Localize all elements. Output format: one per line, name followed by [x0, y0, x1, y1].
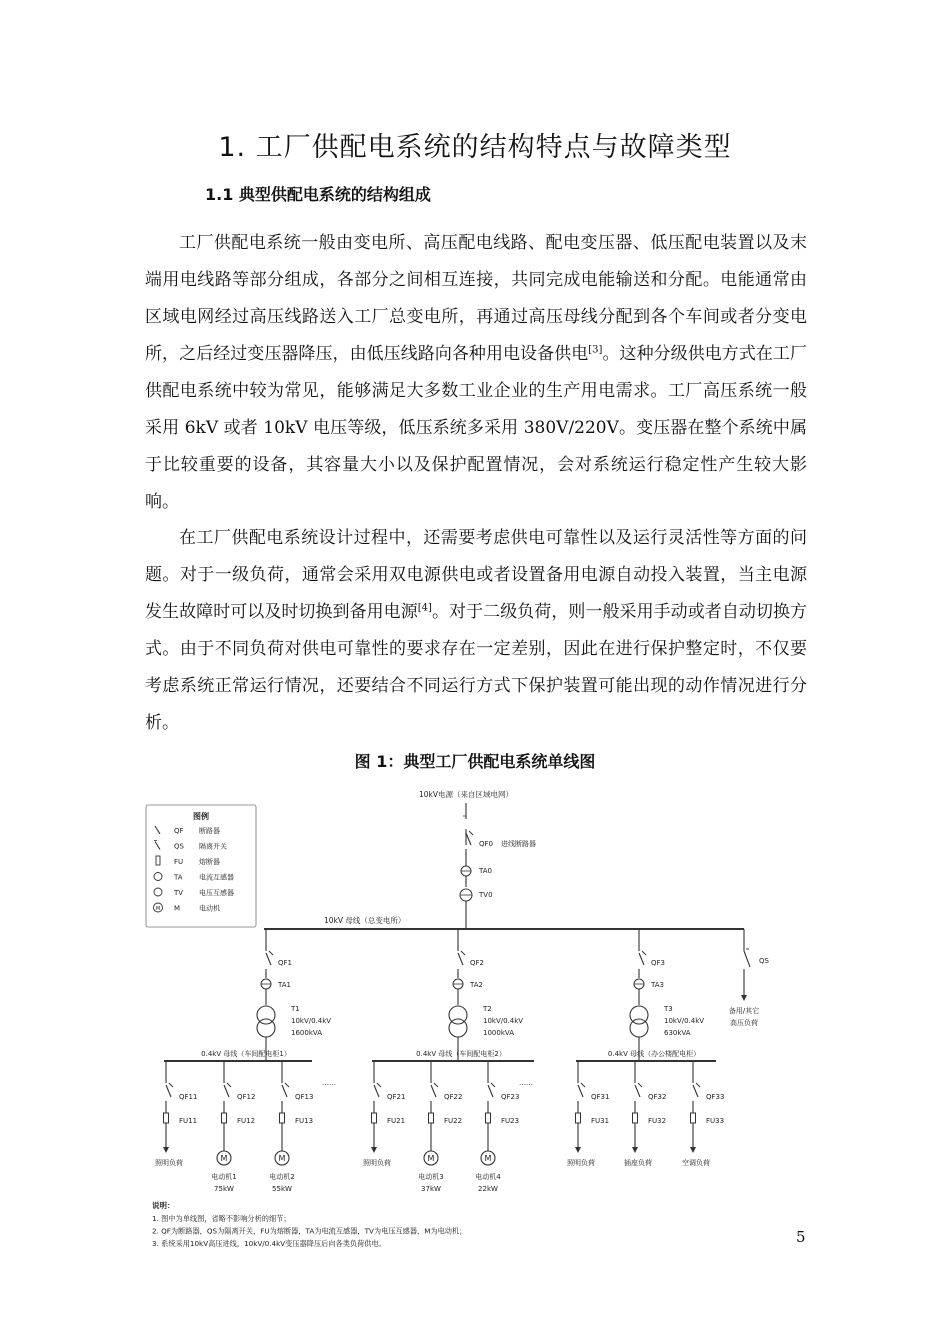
paragraph-2	[145, 520, 807, 742]
breaker-mark	[491, 1083, 495, 1087]
feeder-breaker-icon	[282, 1085, 287, 1097]
qs-load-label: 备用/其它	[728, 1007, 760, 1015]
diagram-svg	[144, 783, 800, 1263]
branch-ta-label: TA2	[470, 981, 483, 989]
transformer-icon	[630, 1019, 648, 1037]
breaker-mark	[377, 1083, 381, 1087]
load-arrow-icon	[163, 1147, 169, 1153]
main-breaker-icon	[466, 833, 471, 845]
motor-symbol: M	[220, 1154, 228, 1163]
paragraph-2-part-a: 在工厂供配电系统设计过程中，还需要考虑供电可靠性以及运行灵活性等方面的问题。对于一级负荷，通常会采用双电源供电或者设置备用电源自动投入装置，当主电源发生故障时可以及时切换到备用电源	[145, 528, 807, 622]
feeder-fuse-icon	[486, 1113, 491, 1123]
legend-code: TV	[174, 889, 184, 897]
feeder-breaker-icon	[431, 1085, 436, 1097]
legend-code: M	[174, 904, 181, 913]
feeder-qf-label: QF22	[444, 1093, 463, 1101]
citation-3: [3]	[588, 344, 603, 356]
breaker-mark	[469, 831, 473, 835]
breaker-mark	[696, 1083, 700, 1087]
motor-label: 电动机4	[475, 1173, 501, 1181]
ta0-label: TA0	[479, 867, 492, 875]
qf0-label: QF0	[479, 840, 493, 848]
load-label: 照明负荷	[567, 1159, 595, 1167]
breaker-mark	[581, 1083, 585, 1087]
feeder-fuse-icon	[429, 1113, 434, 1123]
source-label: 10kV电源（来自区域电网）	[418, 790, 514, 799]
feeder-fuse-icon	[372, 1113, 377, 1123]
breaker-mark	[434, 1083, 438, 1087]
transformer-rating: 10kV/0.4kV	[291, 1017, 332, 1025]
feeder-qf-label: QF12	[237, 1093, 256, 1101]
figure-caption: 图 1：典型工厂供配电系统单线图	[354, 752, 596, 771]
paragraph-1-part-a: 工厂供配电系统一般由变电所、高压配电线路、配电变压器、低压配电装置以及末端用电线路等部分组成，各部分之间相互连接，共同完成电能输送和分配。电能通常由区域电网经过高压线路送入工厂总变电所，再通过高压母线分配到各个车间或者分变电所，之后经过变压器降压，由低压线路向各种用电设备供电	[145, 233, 807, 364]
load-arrow-icon	[690, 1147, 696, 1153]
feeder-breaker-icon	[635, 1085, 640, 1097]
motor-power: 37kW	[421, 1185, 441, 1193]
transformer-label: T3	[664, 1005, 673, 1013]
note-line: 3. 系统采用10kV高压进线，10kV/0.4kV变压器降压后向各类负荷供电。	[152, 1239, 386, 1248]
feeder-fuse-icon	[164, 1113, 169, 1123]
feeder-breaker-icon	[693, 1085, 698, 1097]
branch-qf-label: QF3	[651, 959, 665, 967]
lv-bus-label: 0.4kV 母线（车间配电柜2）	[416, 1050, 506, 1058]
transformer-icon	[449, 1019, 467, 1037]
section-title: 1. 工厂供配电系统的结构特点与故障类型	[218, 132, 732, 163]
qs-label: QS	[759, 957, 769, 965]
legend-desc: 电流互感器	[199, 873, 234, 882]
motor-power: 22kW	[478, 1185, 498, 1193]
feeder-fu-label: FU22	[444, 1117, 463, 1125]
page-number: 5	[796, 1228, 806, 1246]
load-arrow-icon	[575, 1147, 581, 1153]
feeder-qf-label: QF23	[501, 1093, 520, 1101]
breaker-mark	[642, 951, 646, 955]
branch-qf-label: QF2	[470, 959, 484, 967]
motor-symbol: M	[155, 906, 161, 912]
feeder-fuse-icon	[691, 1113, 696, 1123]
feeder-qf-label: QF31	[591, 1093, 610, 1101]
legend-desc: 断路器	[199, 827, 220, 835]
branch-qf-label: QF1	[278, 959, 292, 967]
breaker-mark	[461, 951, 465, 955]
transformer-label: T1	[291, 1005, 300, 1013]
motor-symbol: M	[278, 1154, 286, 1163]
lv-bus-label: 0.4kV 母线（车间配电柜1）	[201, 1050, 291, 1058]
citation-4: [4]	[417, 602, 432, 614]
feeder-qf-label: QF32	[648, 1093, 667, 1101]
feeder-breaker-icon	[488, 1085, 493, 1097]
paragraph-1-part-b: 。这种分级供电方式在工厂供配电系统中较为常见，能够满足大多数工业企业的生产用电需求。工厂高压系统一般采用 6kV 或者 10kV 电压等级，低压系统多采用 380V/220V。变压器在整个系统中属于比较重要的设备，其容量大小以及保护配置情况，会对系统运行稳定性产生较大影响。	[145, 344, 807, 512]
transformer-icon	[257, 1019, 275, 1037]
feeder-fu-label: FU11	[179, 1117, 198, 1125]
feeder-qf-label: QF33	[706, 1093, 725, 1101]
transformer-capacity: 1600kVA	[291, 1029, 322, 1037]
motor-label: 电动机1	[211, 1173, 237, 1181]
feeder-fu-label: FU33	[706, 1117, 725, 1125]
breaker-mark	[169, 1083, 173, 1087]
transformer-label: T2	[483, 1005, 492, 1013]
feeder-fu-label: FU32	[648, 1117, 667, 1125]
load-label: 插座负荷	[624, 1159, 652, 1167]
feeder-fu-label: FU23	[501, 1117, 520, 1125]
feeder-fu-label: FU13	[295, 1117, 314, 1125]
feeder-fuse-icon	[576, 1113, 581, 1123]
subsection-title: 1.1 典型供配电系统的结构组成	[205, 185, 431, 204]
disconnector-icon	[744, 951, 750, 967]
qs-load-label: 高压负荷	[730, 1019, 758, 1027]
breaker-mark	[227, 1083, 231, 1087]
lv-bus-label: 0.4kV 母线（办公楼配电柜）	[607, 1050, 701, 1058]
load-label: 空调负荷	[682, 1159, 710, 1167]
legend-desc: 熔断器	[199, 858, 220, 866]
transformer-rating: 10kV/0.4kV	[664, 1017, 705, 1025]
branch-breaker-icon	[266, 953, 271, 965]
branch-ta-label: TA1	[278, 981, 291, 989]
legend-desc: 电压互感器	[199, 889, 234, 897]
transformer-capacity: 630kVA	[664, 1029, 691, 1037]
motor-label: 电动机3	[418, 1173, 444, 1181]
breaker-mark	[638, 1083, 642, 1087]
motor-power: 75kW	[214, 1185, 234, 1193]
feeder-breaker-icon	[224, 1085, 229, 1097]
transformer-rating: 10kV/0.4kV	[483, 1017, 524, 1025]
single-line-diagram	[144, 783, 800, 1263]
feeder-fuse-icon	[280, 1113, 285, 1123]
feeder-qf-label: QF21	[387, 1093, 406, 1101]
branch-ta-label: TA3	[651, 981, 664, 989]
legend-title: 图例	[193, 812, 209, 821]
qf0-desc: 进线断路器	[501, 840, 536, 848]
hv-bus-label: 10kV 母线（总变电所）	[324, 916, 406, 925]
feeder-ellipsis: ……	[519, 1079, 533, 1087]
load-label: 照明负荷	[363, 1159, 391, 1167]
legend-desc: 隔离开关	[199, 842, 227, 851]
legend-code: TA	[174, 873, 183, 882]
feeder-ellipsis: ……	[322, 1079, 336, 1087]
legend-code: FU	[174, 858, 184, 866]
breaker-mark	[269, 951, 273, 955]
load-label: 照明负荷	[155, 1159, 183, 1167]
legend-desc: 电动机	[199, 904, 220, 913]
breaker-mark	[285, 1083, 289, 1087]
load-arrow-icon	[371, 1147, 377, 1153]
feeder-qf-label: QF13	[295, 1093, 314, 1101]
branch-breaker-icon	[458, 953, 463, 965]
tv0-label: TV0	[479, 891, 493, 899]
paragraph-1	[145, 225, 807, 521]
legend-code: QF	[174, 827, 184, 835]
feeder-breaker-icon	[166, 1085, 171, 1097]
transformer-capacity: 1000kVA	[483, 1029, 514, 1037]
qs-arrow-icon	[741, 995, 747, 1001]
load-arrow-icon	[632, 1147, 638, 1153]
feeder-fu-label: FU12	[237, 1117, 256, 1125]
feeder-fu-label: FU21	[387, 1117, 406, 1125]
motor-power: 55kW	[272, 1185, 292, 1193]
note-line: 1. 图中为单线图，省略不影响分析的细节；	[152, 1214, 291, 1223]
feeder-fuse-icon	[633, 1113, 638, 1123]
motor-symbol: M	[484, 1154, 492, 1163]
notes-title: 说明：	[152, 1201, 175, 1210]
paragraph-2-part-b: 。对于二级负荷，则一般采用手动或者自动切换方式。由于不同负荷对供电可靠性的要求存在一定差别，因此在进行保护整定时，不仅要考虑系统正常运行情况，还要结合不同运行方式下保护装置可能出现的动作情况进行分析。	[145, 602, 808, 733]
feeder-breaker-icon	[578, 1085, 583, 1097]
feeder-fuse-icon	[222, 1113, 227, 1123]
feeder-fu-label: FU31	[591, 1117, 610, 1125]
motor-symbol: M	[427, 1154, 435, 1163]
motor-label: 电动机2	[269, 1173, 295, 1181]
note-line: 2. QF为断路器，QS为隔离开关，FU为熔断器，TA为电流互感器，TV为电压互感器，M为电动机；	[152, 1226, 467, 1236]
feeder-qf-label: QF11	[179, 1093, 198, 1101]
legend-code: QS	[174, 842, 184, 851]
branch-breaker-icon	[639, 953, 644, 965]
feeder-breaker-icon	[374, 1085, 379, 1097]
